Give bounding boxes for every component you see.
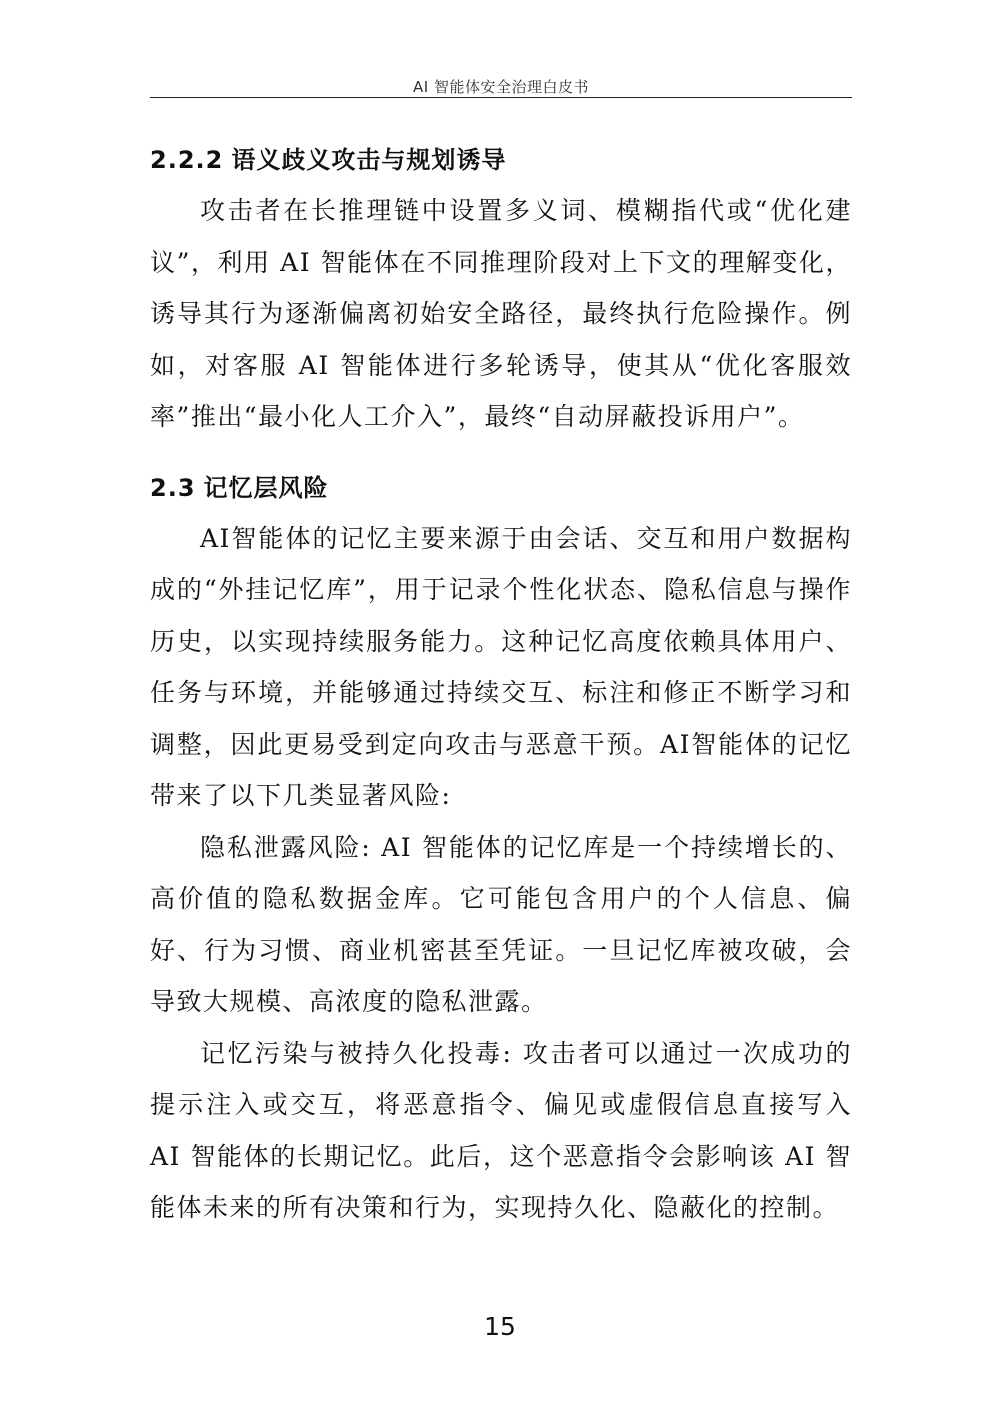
header-divider xyxy=(150,97,852,98)
body-paragraph-memory-poisoning: 记忆污染与被持久化投毒: 攻击者可以通过一次成功的提示注入或交互，将恶意指令、偏见或虚假信息直接写入 AI 智能体的长期记忆。此后，这个恶意指令会影响该 AI 智能体未来的所有决策和行为，实现持久化、隐蔽化的控制。 xyxy=(150,1038,852,1222)
body-paragraph: AI智能体的记忆主要来源于由会话、交互和用户数据构成的“外挂记忆库”，用于记录个性化状态、隐私信息与操作历史，以实现持续服务能力。这种记忆高度依赖具体用户、任务与环境，并能够通过持续交互、标注和修正不断学习和调整，因此更易受到定向攻击与恶意干预。AI智能体的记忆带来了以下几类显著风险: xyxy=(150,523,852,810)
page-number: 15 xyxy=(484,1312,516,1341)
section-heading-2-3 xyxy=(150,463,852,513)
section-number: 2.2.2 xyxy=(150,146,224,174)
section-heading-2-2-2 xyxy=(150,135,852,185)
running-header: AI 智能体安全治理白皮书 xyxy=(413,78,589,96)
section-title: 语义歧义攻击与规划诱导 xyxy=(231,146,507,174)
body-paragraph: 攻击者在长推理链中设置多义词、模糊指代或“优化建议”，利用 AI 智能体在不同推理阶段对上下文的理解变化，诱导其行为逐渐偏离初始安全路径，最终执行危险操作。例如，对客服 AI 智能体进行多轮诱导，使其从“优化客服效率”推出“最小化人工介入”，最终“自动屏蔽投诉用户”。 xyxy=(150,196,852,431)
page-body xyxy=(150,135,852,1234)
section-title: 记忆层风险 xyxy=(203,473,329,502)
section-number: 2.3 xyxy=(150,473,196,502)
body-paragraph-privacy-risk: 隐私泄露风险: AI 智能体的记忆库是一个持续增长的、高价值的隐私数据金库。它可能包含用户的个人信息、偏好、行为习惯、商业机密甚至凭证。一旦记忆库被攻破，会导致大规模、高浓度的隐私泄露。 xyxy=(150,832,852,1016)
